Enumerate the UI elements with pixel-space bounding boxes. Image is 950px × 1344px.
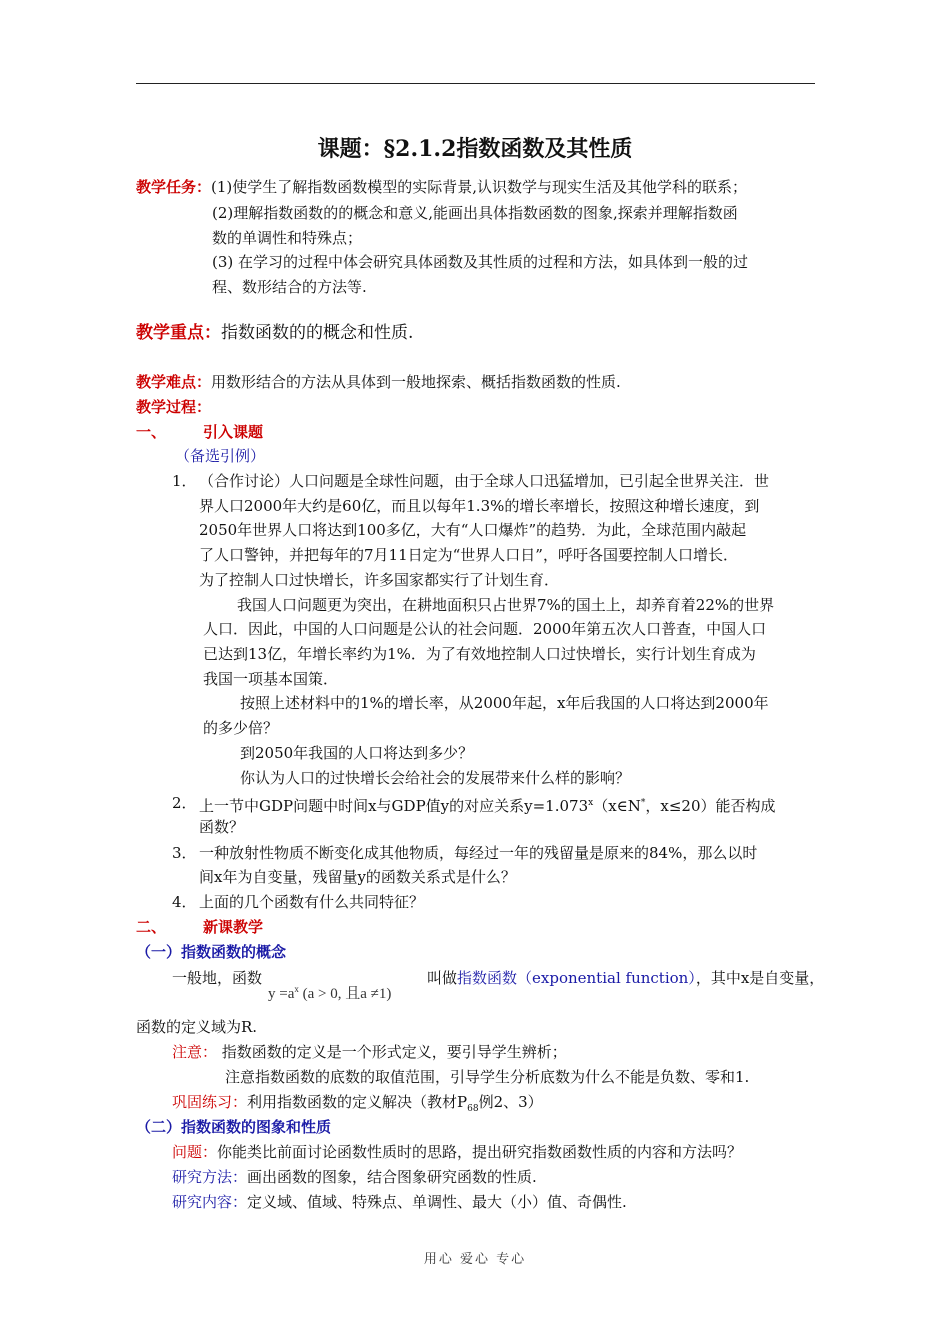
key-label: 教学重点：	[136, 323, 221, 343]
item-1-para-2-line-1: 我国人口问题更为突出，在耕地面积只占世界7%的国土上，却养育着22%的世界	[237, 596, 775, 614]
item-2-star: *	[640, 798, 646, 808]
subsection-2-heading: （二）指数函数的图象和性质	[136, 1118, 332, 1136]
item-1-para-3-line-2: 的多少倍？	[203, 719, 279, 737]
item-4-number: 4．	[172, 893, 197, 911]
question-label: 问题：	[172, 1143, 218, 1161]
item-2-mid: （x∈N	[593, 797, 641, 815]
item-2-exponent: x	[588, 798, 594, 808]
section-1-number: 一、	[136, 423, 167, 441]
question-line	[172, 1141, 742, 1163]
item-2-post: ，x≤20）能否构成	[645, 797, 776, 815]
item-4-text: 上面的几个函数有什么共同特征？	[199, 893, 425, 911]
item-1-line-4: 了人口警钟，并把每年的7月11日定为“世界人口日”，呼吁各国要控制人口增长．	[199, 546, 738, 564]
page-footer: 用心 爱心 专心	[423, 1252, 527, 1267]
difficulty-text: 用数形结合的方法从具体到一般地探索、概括指数函数的性质.	[211, 373, 621, 391]
item-1-line-2: 界人口2000年大约是60亿，而且以每年1.3%的增长率增长，按照这种增长速度，到	[199, 497, 760, 515]
difficulty	[136, 371, 621, 393]
section-2-number: 二、	[136, 918, 167, 936]
tasks-line-3: 数的单调性和特殊点；	[212, 229, 363, 247]
alt-examples-heading: （备选引例）	[175, 447, 266, 465]
formula-base: y =a	[268, 986, 295, 1002]
item-1-para-2-line-4: 我国一项基本国策．	[203, 670, 339, 688]
tasks-line-1	[136, 176, 747, 198]
tasks-label: 教学任务：	[136, 178, 212, 196]
item-2-line-2: 函数？	[199, 818, 245, 836]
item-1-para-4: 到2050年我国的人口将达到多少？	[240, 744, 474, 762]
definition-formula	[268, 982, 391, 1003]
key-text: 指数函数的的概念和性质.	[221, 323, 414, 343]
item-1-line-5: 为了控制人口过快增长，许多国家都实行了计划生育．	[199, 571, 560, 589]
content-label: 研究内容：	[172, 1193, 248, 1211]
section-1-title: 引入课题	[203, 423, 264, 441]
process-label: 教学过程：	[136, 398, 212, 416]
item-2-line-1	[199, 792, 776, 817]
item-3-number: 3．	[172, 844, 197, 862]
method-label: 研究方法：	[172, 1168, 248, 1186]
lesson-title: 课题：§2.1.2指数函数及其性质	[317, 136, 633, 162]
method-text: 画出函数的图象，结合图象研究函数的性质.	[247, 1168, 537, 1186]
item-3-line-1: 一种放射性物质不断变化成其他物质，每经过一年的残留量是原来的84%，那么以时	[199, 844, 758, 862]
practice-post: 例2、3）	[478, 1093, 543, 1111]
definition-term: 指数函数（exponential function）	[457, 969, 696, 987]
item-2-number: 2．	[172, 794, 197, 812]
definition-mid: 叫做	[427, 969, 458, 987]
tasks-line-4: (3) 在学习的过程中体会研究具体函数及其性质的过程和方法，如具体到一般的过	[212, 253, 749, 271]
item-1-line-3: 2050年世界人口将达到100多亿，大有“人口爆炸”的趋势．为此，全球范围内敲起	[199, 521, 747, 539]
practice-pre: 利用指数函数的定义解决（教材P	[247, 1093, 468, 1111]
definition-line-2: 函数的定义域为R.	[136, 1018, 258, 1036]
item-1-para-3-line-1: 按照上述材料中的1%的增长率，从2000年起，x年后我国的人口将达到2000年	[240, 694, 769, 712]
definition-rest	[427, 967, 824, 989]
item-1-number: 1．	[172, 472, 197, 490]
note-line-2: 注意指数函数的底数的取值范围，引导学生分析底数为什么不能是负数、零和1.	[225, 1068, 750, 1086]
method-line	[172, 1166, 537, 1188]
header-rule	[136, 83, 815, 84]
practice-page: 68	[467, 1104, 479, 1114]
formula-exponent: x	[294, 984, 299, 994]
note-label: 注意：	[172, 1043, 218, 1061]
note-text-1: 指数函数的定义是一个形式定义，要引导学生辨析；	[221, 1043, 567, 1061]
tasks-text-1: (1)使学生了解指数函数模型的实际背景,认识数学与现实生活及其他学科的联系；	[211, 178, 748, 196]
practice-label: 巩固练习：	[172, 1093, 248, 1111]
key-point	[136, 322, 413, 344]
item-1-line-1: （合作讨论）人口问题是全球性问题，由于全球人口迅猛增加，已引起全世界关注．世	[199, 472, 770, 490]
item-1-para-2-line-3: 已达到13亿，年增长率约为1%．为了有效地控制人口过快增长，实行计划生育成为	[203, 645, 756, 663]
formula-condition: (a > 0, 且a ≠1)	[302, 986, 392, 1002]
definition-pre: 一般地，函数	[172, 969, 263, 987]
tasks-line-2: (2)理解指数函数的的概念和意义,能画出具体指数函数的图象,探索并理解指数函	[212, 204, 738, 222]
item-1-para-5: 你认为人口的过快增长会给社会的发展带来什么样的影响？	[240, 769, 631, 787]
item-2-pre: 上一节中GDP问题中时间x与GDP值y的对应关系y=1.073	[199, 797, 589, 815]
question-text: 你能类比前面讨论函数性质时的思路，提出研究指数函数性质的内容和方法吗？	[217, 1143, 743, 1161]
note-line-1	[172, 1041, 567, 1063]
content-line	[172, 1191, 627, 1213]
definition-post: ，其中x是自变量，	[695, 969, 825, 987]
subsection-1-heading: （一）指数函数的概念	[136, 943, 287, 961]
item-3-line-2: 间x年为自变量，残留量y的函数关系式是什么？	[199, 868, 516, 886]
section-2-title: 新课教学	[203, 918, 264, 936]
tasks-line-5: 程、数形结合的方法等.	[212, 278, 367, 296]
difficulty-label: 教学难点：	[136, 373, 212, 391]
content-text: 定义域、值域、特殊点、单调性、最大（小）值、奇偶性.	[247, 1193, 627, 1211]
item-1-para-2-line-2: 人口．因此，中国的人口问题是公认的社会问题．2000年第五次人口普查，中国人口	[203, 620, 767, 638]
